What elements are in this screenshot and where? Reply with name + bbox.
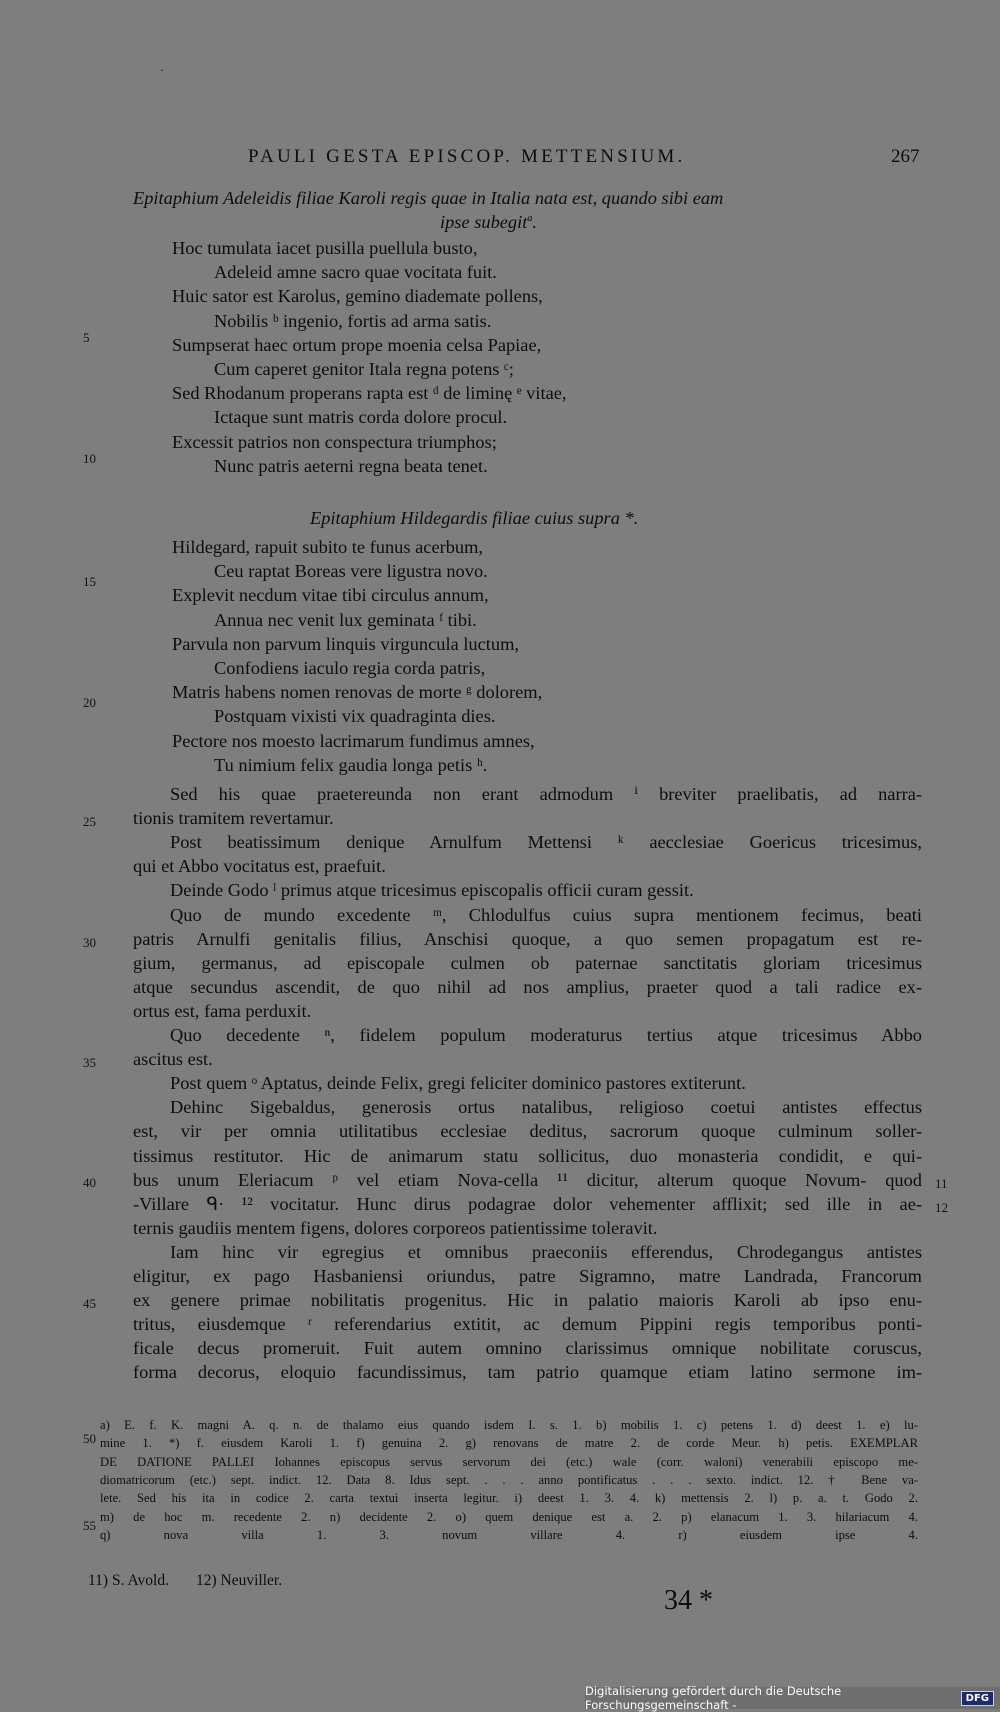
prose-line: Post quem ᵒ Aptatus, deinde Felix, gregi feliciter dominico pastores extiterunt. (170, 1073, 746, 1094)
verse-line: Postquam vixisti vix quadraginta dies. (214, 706, 496, 727)
verse-line: Tu nimium felix gaudia longa petis ʰ. (214, 754, 488, 775)
credit-text: Digitalisierung gefördert durch die Deutsche Forschungsgemeinschaft - (585, 1684, 842, 1712)
verse-line: Cum caperet genitor Itala regna potens ᶜ; (214, 359, 514, 379)
prose-line: ex genere primae nobilitatis progenitus. Hic in palatio maioris Karoli ab ipso enu- (133, 1290, 922, 1311)
line-number: 10 (83, 451, 96, 466)
prose-line: Sed his quae praetereunda non erant admodum ⁱ breviter praelibatis, ad narra- (170, 784, 922, 804)
verse-line: Hildegard, rapuit subito te funus acerbum, (172, 537, 484, 557)
endnote: 11) S. Avold. (88, 1572, 169, 1589)
epitaph-title: Epitaphium Adeleidis filiae Karoli regis quae in Italia nata est, quando sibi eam (133, 188, 724, 208)
verse-line: Sumpserat haec ortum prope moenia celsa Papiae, (172, 334, 542, 355)
footnote-line: diomatricorum (etc.) sept. indict. 12. Data 8. Idus sept. . . . anno pontificatus . . . sexto. indict. 12. † Bene va- (100, 1472, 918, 1487)
prose-line: ascitus est. (133, 1049, 213, 1070)
prose-line: tionis tramitem revertamur. (133, 808, 334, 829)
digitization-credit-bar (585, 1684, 1000, 1712)
prose-line: gium, germanus, ad episcopale culmen ob paternae sanctitatis gloriam tricesimus (133, 952, 922, 973)
page-number: 267 (891, 146, 920, 167)
footnote-ref: a (527, 212, 533, 224)
verse-line: Sed Rhodanum properans rapta est ᵈ de liminę ᵉ vitae, (172, 383, 567, 404)
prose-line: Quo decedente ⁿ, fidelem populum moderaturus tertius atque tricesimus Abbo (170, 1025, 922, 1045)
line-number: 30 (83, 935, 96, 950)
prose-line: atque secundus ascendit, de quo nihil ad nos amplius, praeter quod a tali radice ex- (133, 976, 922, 997)
footnote-line: a) E. f. K. magni A. q. n. de thalamo eius quando isdem I. s. 1. b) mobilis 1. c) petens 1. d) deest 1. e) lu- (100, 1418, 918, 1432)
verse-line: Nunc patris aeterni regna beata tenet. (214, 455, 488, 476)
line-number: 15 (83, 574, 96, 589)
prose-line: Dehinc Sigebaldus, generosis ortus natalibus, religioso coetui antistes effectus (170, 1097, 922, 1118)
verse-line: Pectore nos moesto lacrimarum fundimus amnes, (172, 730, 535, 751)
prose-line: eligitur, ex pago Hasbaniensi oriundus, patre Sigramno, matre Landrada, Francorum (133, 1266, 922, 1286)
verse-line: Adeleid amne sacro quae vocitata fuit. (214, 262, 497, 283)
verse-line: Ictaque sunt matris corda dolore procul. (214, 407, 508, 428)
line-number: 25 (83, 814, 96, 829)
line-number: 45 (83, 1296, 96, 1311)
prose-line: Quo de mundo excedente ᵐ, Chlodulfus cuius supra mentionem fecimus, beati (170, 904, 922, 925)
verse-line: Nobilis ᵇ ingenio, fortis ad arma satis. (214, 310, 492, 331)
verse-line: Explevit necdum vitae tibi circulus annum, (172, 585, 489, 606)
verse-line: Excessit patrios non conspectura triumphos; (172, 431, 497, 452)
dfg-logo: DFG (961, 1691, 994, 1706)
prose-line: Iam hinc vir egregius et omnibus praeconiis efferendus, Chrodegangus antistes (170, 1241, 922, 1262)
epitaph-title-cont: ipse subegit$^a$. (440, 212, 537, 232)
prose-line: -Villare ᑫ· ¹² vocitatur. Hunc dirus podagrae dolor vehementer afflixit; sed ille in ae- (133, 1193, 922, 1214)
line-number: 50 (83, 1431, 96, 1446)
verse-line: Annua nec venit lux geminata ᶠ tibi. (214, 609, 477, 630)
prose-line: patris Arnulfi genitalis filius, Anschisi quoque, a quo semen propagatum est re- (133, 928, 922, 949)
verse-line: Confodiens iaculo regia corda patris, (214, 658, 486, 678)
line-number: 20 (83, 695, 96, 710)
prose-line: est, vir per omnia utilitatibus ecclesiae deditus, sacrorum quoque culminum soller- (133, 1121, 922, 1142)
footnote-line: q) nova villa 1. 3. novum villare 4. r) eiusdem ipse 4. (100, 1527, 918, 1542)
page-header (0, 146, 1000, 170)
running-title: PAULI GESTA EPISCOP. METTENSIUM. (248, 146, 686, 167)
prose-line: tissimus restitutor. Hic de animarum statu sollicitus, duo monasteria condidit, e qui- (133, 1145, 922, 1166)
line-number: 40 (83, 1175, 96, 1190)
footnote-line: m) de hoc m. recedente 2. n) decidente 2. o) quem denique est a. 2. p) elanacum 1. 3. hilariacum 4. (100, 1509, 918, 1524)
line-number: 35 (83, 1055, 96, 1070)
verse-line: Huic sator est Karolus, gemino diademate pollens, (172, 286, 543, 307)
line-number: 5 (83, 330, 90, 345)
prose-line: Post beatissimum denique Arnulfum Mettensi ᵏ aecclesiae Goericus tricesimus, (170, 832, 922, 853)
verse-line: Parvula non parvum linquis virguncula luctum, (172, 633, 519, 654)
prose-line: forma decorus, eloquio facundissimus, tam patrio quamque etiam latino sermone im- (133, 1362, 922, 1383)
speck-mark: · (160, 63, 164, 77)
line-number: 55 (83, 1518, 96, 1533)
footnote-line: mine 1. *) f. eiusdem Karoli 1. f) genuina 2. g) renovans de matre 2. de corde Meur. h) petis. EXEMPLAR (100, 1436, 918, 1451)
prose-line: ficale decus promeruit. Fuit autem omnino clarissimus omnique nobilitate coruscus, (133, 1338, 922, 1359)
prose-line: bus unum Eleriacum ᵖ vel etiam Nova-cella ¹¹ dicitur, alterum quoque Novum- quod (133, 1169, 922, 1190)
verse-line: Matris habens nomen renovas de morte ᵍ dolorem, (172, 682, 543, 703)
prose-line: ternis gaudiis mentem figens, dolores corporeos patientissime toleravit. (133, 1217, 658, 1238)
epitaph-title-line2: ipse subegit (440, 212, 528, 232)
prose-line: qui et Abbo vocitatus est, praefuit. (133, 856, 386, 877)
margin-note-number: 12 (935, 1200, 948, 1215)
footnote-line: lete. Sed his ita in codice 2. carta textui inserta legitur. i) deest 1. 3. 4. k) mettensis 2. l) p. a. t. Godo 2. (100, 1491, 918, 1506)
footnote-line: DE DATIONE PALLEI Iohannes episcopus servus servorum dei (etc.) wale (corr. waloni) venerabili episcopo me- (100, 1454, 918, 1469)
verse-line: Hoc tumulata iacet pusilla puellula busto, (172, 238, 478, 258)
margin-note-number: 11 (935, 1176, 948, 1191)
prose-line: Deinde Godo ˡ primus atque tricesimus episcopalis officii curam gessit. (170, 880, 694, 901)
epitaph-title: Epitaphium Hildegardis filiae cuius supra *. (310, 508, 639, 528)
signature-mark: 34 * (664, 1585, 713, 1616)
prose-line: ortus est, fama perduxit. (133, 1000, 312, 1021)
endnote: 12) Neuviller. (196, 1572, 283, 1589)
prose-line: tritus, eiusdemque ʳ referendarius extitit, ac demum Pippini regis temporibus ponti- (133, 1314, 922, 1335)
verse-line: Ceu raptat Boreas vere ligustra novo. (214, 561, 488, 582)
